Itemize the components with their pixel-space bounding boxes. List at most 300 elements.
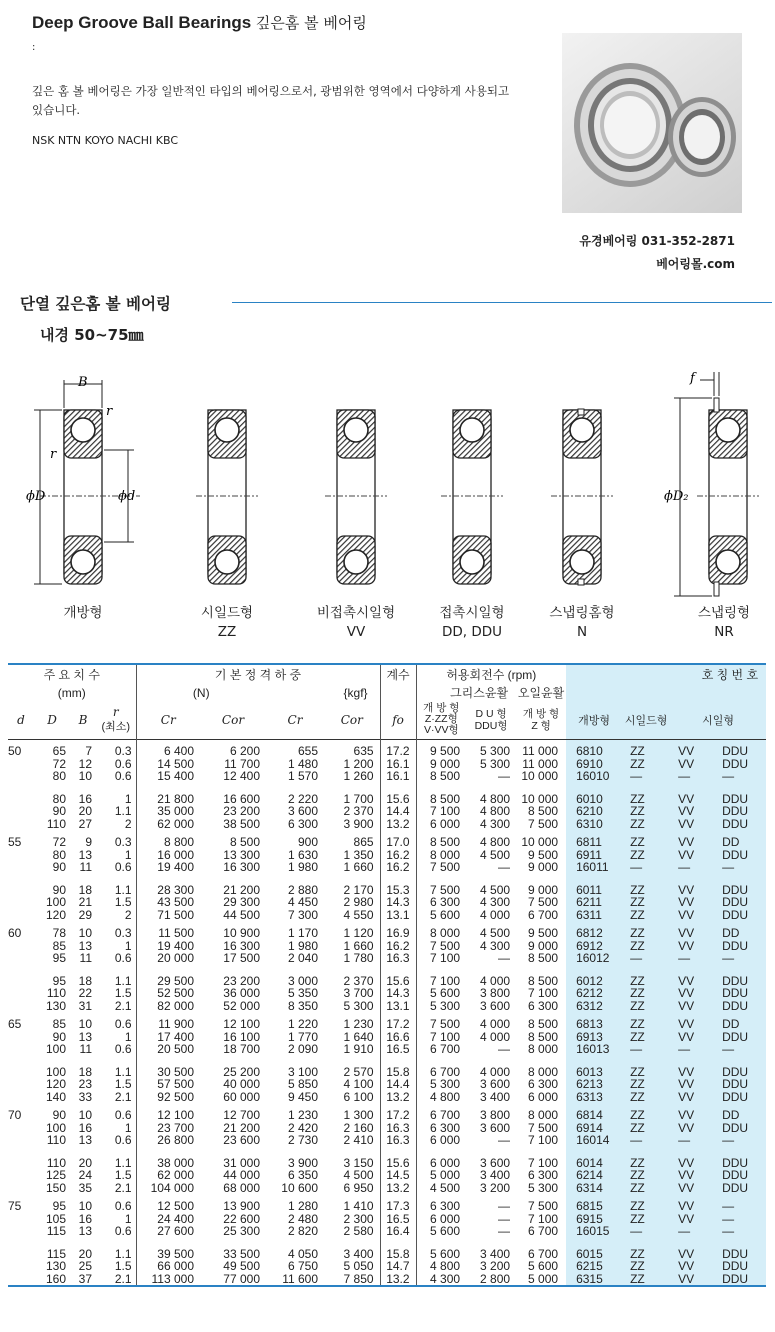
cell-cor-kgf: 3 900 (324, 818, 380, 831)
cell-cor-n: 40 000 (223, 1077, 260, 1091)
contact-info (579, 230, 735, 276)
cell-speed-grease-du: 3 400 (480, 1168, 511, 1182)
cell-code-shield: ZZ (622, 1122, 670, 1135)
cell-B: 10 (78, 926, 92, 940)
cell-code-shield: — (622, 1043, 670, 1056)
table-row (8, 921, 766, 940)
cell-speed-grease-open: 8 500 (430, 769, 461, 783)
cell-cr-n: 113 000 (151, 1271, 194, 1286)
cell-speed-oil: 8 000 (528, 1108, 559, 1122)
cell-code-shield: ZZ (622, 1056, 670, 1079)
hdr-r: r (112, 705, 119, 720)
label-r-top: r (106, 404, 113, 419)
cell-B: 31 (78, 998, 92, 1013)
cell-d (8, 1182, 34, 1195)
cell-cor-n: 25 200 (223, 1064, 260, 1079)
label-d: ϕd (118, 489, 136, 504)
cell-speed-grease-open: 8 000 (430, 847, 461, 862)
cell-code-seal-dd: DDU (714, 1000, 766, 1013)
label-D2: ϕD₂ (664, 489, 689, 504)
cell-d (8, 1031, 34, 1044)
cell-D: 130 (45, 998, 66, 1013)
cell-d (8, 1169, 34, 1182)
cell-cor-n: 60 000 (223, 1089, 260, 1104)
cell-D: 100 (45, 1064, 66, 1079)
hdr-grease-du: D U 형 DDU형 (474, 707, 508, 732)
cell-speed-grease-du: 3 400 (480, 1246, 511, 1261)
table-row (8, 861, 766, 874)
cell-r: 0.6 (96, 770, 136, 783)
cell-cr-kgf: 3 100 (287, 1064, 318, 1079)
cell-cr-n: 62 000 (157, 1168, 194, 1182)
cell-cor-n: 22 600 (223, 1211, 260, 1226)
cell-r: 1.5 (96, 1260, 136, 1273)
cell-cor-kgf: 1 780 (324, 952, 380, 965)
cell-r: 0.3 (96, 921, 136, 940)
cell-code-seal-dd: DDU (714, 1260, 766, 1273)
cell-D: 78 (52, 926, 66, 940)
cell-speed-oil: 7 500 (528, 1199, 559, 1213)
cell-code-open: 6314 (566, 1182, 622, 1195)
cell-cor-kgf: 1 230 (324, 1012, 380, 1031)
cell-speed-oil: 11 000 (522, 744, 559, 758)
cell-code-seal-dd: DDU (714, 1056, 766, 1079)
cell-fo: 15.8 (380, 1238, 416, 1261)
cell-cor-n: 16 300 (223, 860, 260, 874)
cell-cr-kgf: 1 980 (287, 860, 318, 874)
cell-r: 1.1 (96, 1056, 136, 1079)
cell-cor-n: 6 200 (229, 744, 260, 758)
cell-d (8, 1134, 34, 1147)
cell-cr-kgf: 4 450 (287, 895, 318, 909)
cell-speed-oil: 7 500 (528, 1120, 559, 1135)
cell-fo: 15.6 (380, 783, 416, 806)
cell-cor-kgf: 1 200 (324, 758, 380, 771)
hdr-B: B (78, 712, 88, 727)
cell-code-shield: — (622, 770, 670, 783)
hdr-cr: Cr (160, 712, 176, 727)
cell-cor-n: 29 300 (223, 895, 260, 909)
cell-code-seal-vv: VV (670, 1122, 714, 1135)
cell-speed-grease-open: 5 600 (430, 986, 461, 1000)
cell-cr-n: 21 800 (157, 791, 194, 806)
cell-code-open: 16010 (566, 770, 622, 783)
cell-code-seal-dd: DDU (714, 849, 766, 862)
cell-cr-n: 43 500 (157, 895, 194, 909)
cell-d (8, 1213, 34, 1226)
cell-cor-n: 13 300 (223, 847, 260, 862)
cell-code-shield: ZZ (622, 818, 670, 831)
cell-cor-n: 21 200 (223, 1120, 260, 1135)
cell-code-open: 16013 (566, 1043, 622, 1056)
cell-B: 18 (78, 882, 92, 897)
cell-code-open: 6312 (566, 1000, 622, 1013)
cell-B: 11 (79, 951, 92, 965)
cell-D: 65 (52, 744, 66, 758)
cell-cr-kgf: 6 300 (287, 816, 318, 831)
brand-list: NSK NTN KOYO NACHI KBC (32, 134, 179, 147)
cell-fo: 17.2 (380, 1103, 416, 1122)
cell-d (8, 874, 34, 897)
cell-fo: 13.2 (380, 1091, 416, 1104)
cell-fo: 16.1 (380, 758, 416, 771)
cell-d (8, 952, 34, 965)
hdr-speed: 허용회전수 (rpm) (446, 668, 537, 682)
cell-code-seal-vv: — (670, 1225, 714, 1238)
hdr-main-dims: 주 요 치 수 (8, 664, 136, 684)
cell-speed-grease-du: 4 000 (480, 1017, 511, 1031)
cell-speed-grease-open: 7 500 (430, 860, 461, 874)
cell-cr-kgf: 655 (297, 744, 318, 758)
cell-speed-oil: 6 300 (528, 998, 559, 1013)
cell-d (8, 805, 34, 818)
cell-speed-grease-open: 7 500 (430, 938, 461, 953)
cell-cor-n: 77 000 (223, 1271, 260, 1286)
cell-cor-n: 44 000 (223, 1168, 260, 1182)
cell-code-seal-dd: DDU (714, 739, 766, 758)
cell-speed-oil: 8 500 (528, 1017, 559, 1031)
cell-speed-grease-open: 6 700 (430, 1042, 461, 1056)
cell-d (8, 1238, 34, 1261)
table-row (8, 1078, 766, 1091)
hdr-oil-open: 개 방 형 Z 형 (522, 707, 560, 732)
cell-B: 13 (78, 1224, 92, 1238)
cell-code-open: 6211 (566, 896, 622, 909)
cell-cr-kgf: 3 600 (287, 804, 318, 818)
hdr-d: d (17, 712, 25, 727)
table-row (8, 1169, 766, 1182)
cell-speed-grease-du: 3 400 (480, 1089, 511, 1104)
cell-B: 16 (78, 791, 92, 806)
cell-B: 16 (78, 1211, 92, 1226)
cell-speed-oil: 10 000 (521, 769, 559, 783)
cell-code-open: 6813 (566, 1012, 622, 1031)
cell-code-seal-vv: VV (670, 874, 714, 897)
cell-cr-kgf: 1 220 (287, 1017, 318, 1031)
cell-d: 50 (8, 744, 22, 758)
cell-code-seal-vv: — (670, 1134, 714, 1147)
cell-code-open: 6310 (566, 818, 622, 831)
website-label: 베어링몰.com (656, 257, 735, 271)
cell-d: 65 (8, 1017, 22, 1031)
table-row (8, 783, 766, 806)
cell-speed-grease-du: — (498, 1224, 511, 1238)
cell-cr-n: 20 000 (157, 951, 194, 965)
cell-cor-n: 33 500 (223, 1246, 260, 1261)
hdr-open: 개방형 (566, 701, 622, 739)
cell-code-seal-dd: DDU (714, 1182, 766, 1195)
diagram-label-n: 스냅링홈형 N (549, 605, 615, 640)
cell-cor-n: 21 200 (223, 882, 260, 897)
cell-code-seal-dd: — (714, 1134, 766, 1147)
cell-code-open: 6012 (566, 965, 622, 988)
cell-B: 33 (78, 1089, 92, 1104)
cell-speed-grease-du: — (498, 769, 511, 783)
cell-cor-n: 10 900 (223, 926, 260, 940)
cell-speed-oil: 8 500 (528, 973, 559, 988)
cell-cr-kgf: 1 570 (287, 769, 318, 783)
cell-B: 10 (78, 1108, 92, 1122)
table-row (8, 1182, 766, 1195)
cell-cr-n: 14 500 (157, 756, 194, 771)
cell-r: 2.1 (96, 1273, 136, 1287)
cell-cor-kgf: 6 950 (324, 1182, 380, 1195)
cell-r: 1 (96, 1122, 136, 1135)
cell-code-seal-vv: VV (670, 758, 714, 771)
cell-speed-grease-open: 6 300 (430, 1199, 461, 1213)
cell-code-open: 6910 (566, 758, 622, 771)
cell-code-shield: ZZ (622, 1012, 670, 1031)
cell-code-seal-vv: VV (670, 783, 714, 806)
cell-code-seal-dd: DDU (714, 987, 766, 1000)
cell-cr-n: 29 500 (157, 973, 194, 988)
table-row (8, 987, 766, 1000)
cell-cr-n: 92 500 (157, 1089, 194, 1104)
cell-cor-kgf: 1 410 (324, 1194, 380, 1213)
cell-cr-kgf: 6 350 (287, 1168, 318, 1182)
cell-speed-grease-du: 5 300 (480, 756, 511, 771)
cell-D: 120 (45, 907, 66, 922)
cell-cor-kgf: 2 570 (324, 1056, 380, 1079)
cell-cr-kgf: 1 770 (287, 1029, 318, 1044)
cell-speed-oil: 6 300 (528, 1077, 559, 1091)
cell-B: 10 (78, 1017, 92, 1031)
hdr-fo: fo (380, 701, 416, 739)
cell-cr-kgf: 2 730 (287, 1133, 318, 1147)
cell-D: 80 (52, 847, 66, 862)
cell-cr-n: 11 900 (158, 1017, 194, 1031)
cell-code-seal-vv: VV (670, 1031, 714, 1044)
cell-d (8, 1091, 34, 1104)
cell-cor-kgf: 4 550 (324, 909, 380, 922)
cell-d (8, 896, 34, 909)
hdr-cr-kgf: Cr (287, 712, 303, 727)
spec-table (8, 663, 766, 1287)
hdr-load: 기 본 정 격 하 중 (136, 664, 380, 684)
cell-cr-kgf: 1 480 (287, 756, 318, 771)
cell-r: 1 (96, 849, 136, 862)
cell-speed-oil: 9 000 (528, 860, 559, 874)
cell-cor-kgf: 7 850 (324, 1273, 380, 1287)
cell-d (8, 965, 34, 988)
cell-code-seal-vv: VV (670, 940, 714, 953)
cell-B: 11 (79, 1042, 92, 1056)
cell-speed-oil: 7 100 (528, 986, 559, 1000)
bearing-photo (562, 33, 742, 213)
cell-speed-grease-open: 8 500 (430, 791, 461, 806)
cell-cor-kgf: 1 260 (324, 770, 380, 783)
cell-fo: 17.0 (380, 830, 416, 849)
cell-B: 25 (78, 1259, 92, 1273)
cell-cor-n: 44 500 (223, 907, 260, 922)
cell-speed-grease-open: 6 000 (430, 1155, 461, 1170)
cell-code-seal-dd: — (714, 1043, 766, 1056)
cell-cor-n: 11 700 (224, 756, 260, 771)
cell-speed-grease-open: 5 600 (430, 1246, 461, 1261)
cell-r: 0.6 (96, 861, 136, 874)
cell-code-seal-dd: DDU (714, 818, 766, 831)
cell-B: 13 (78, 1029, 92, 1044)
cell-D: 80 (52, 769, 66, 783)
cell-code-open: 6911 (566, 849, 622, 862)
cell-cr-n: 12 100 (157, 1108, 194, 1122)
cell-code-seal-dd: DDU (714, 874, 766, 897)
cell-cr-kgf: 11 600 (282, 1271, 318, 1286)
cell-cor-kgf: 1 640 (324, 1031, 380, 1044)
cell-speed-grease-open: 4 300 (430, 1271, 461, 1286)
cell-speed-grease-open: 5 300 (430, 998, 461, 1013)
cell-speed-grease-open: 6 300 (430, 895, 461, 909)
cell-D: 125 (45, 1168, 66, 1182)
cell-cor-kgf: 3 700 (324, 987, 380, 1000)
cell-code-seal-vv: VV (670, 987, 714, 1000)
cell-cor-kgf: 1 910 (324, 1043, 380, 1056)
hdr-coef: 계수 (380, 664, 416, 684)
cell-fo: 16.5 (380, 1213, 416, 1226)
cell-code-seal-vv: — (670, 861, 714, 874)
cell-D: 150 (45, 1180, 66, 1195)
cell-cor-kgf: 2 370 (324, 805, 380, 818)
cell-cr-kgf: 5 350 (287, 986, 318, 1000)
cell-D: 90 (52, 1029, 66, 1044)
table-row (8, 1103, 766, 1122)
cell-speed-grease-du: 4 300 (480, 895, 511, 909)
cell-D: 110 (46, 986, 66, 1000)
cell-r: 0.6 (96, 1194, 136, 1213)
cell-d (8, 940, 34, 953)
cell-d (8, 770, 34, 783)
table-row (8, 1225, 766, 1238)
cell-d (8, 987, 34, 1000)
cell-cr-n: 17 400 (157, 1029, 194, 1044)
cell-speed-grease-open: 5 300 (430, 1077, 461, 1091)
cell-fo: 16.2 (380, 940, 416, 953)
cell-code-seal-vv: VV (670, 818, 714, 831)
cell-code-open: 6915 (566, 1213, 622, 1226)
cell-r: 1.1 (96, 805, 136, 818)
cell-cr-kgf: 5 850 (287, 1077, 318, 1091)
cell-cr-n: 23 700 (157, 1120, 194, 1135)
cell-cor-n: 25 300 (223, 1224, 260, 1238)
cell-r: 2.1 (96, 1182, 136, 1195)
cell-speed-grease-du: 4 500 (480, 847, 511, 862)
cell-code-open: 6812 (566, 921, 622, 940)
diagram-label-nr: 스냅링형 NR (697, 605, 751, 640)
cell-d (8, 1056, 34, 1079)
cell-speed-oil: 7 100 (528, 1211, 559, 1226)
cell-cr-n: 82 000 (157, 998, 194, 1013)
table-row (8, 805, 766, 818)
cell-cor-n: 13 900 (223, 1199, 260, 1213)
cell-r: 1.1 (96, 874, 136, 897)
cell-cr-kgf: 8 350 (287, 998, 318, 1013)
cell-cr-n: 24 400 (157, 1211, 194, 1226)
cell-fo: 13.2 (380, 818, 416, 831)
cell-speed-grease-open: 8 000 (430, 926, 461, 940)
cell-cr-kgf: 1 280 (287, 1199, 318, 1213)
cell-code-open: 6011 (566, 874, 622, 897)
cell-cor-kgf: 3 400 (324, 1238, 380, 1261)
cell-speed-grease-du: 3 200 (480, 1180, 511, 1195)
cell-B: 11 (79, 860, 92, 874)
cell-B: 18 (78, 1064, 92, 1079)
cell-code-shield: ZZ (622, 1194, 670, 1213)
cell-code-open: 16011 (566, 861, 622, 874)
cell-code-shield: ZZ (622, 849, 670, 862)
section-divider (232, 302, 772, 303)
cell-B: 13 (78, 938, 92, 953)
cell-B: 20 (78, 1246, 92, 1261)
cell-cor-kgf: 1 660 (324, 940, 380, 953)
cell-fo: 14.5 (380, 1169, 416, 1182)
cell-speed-grease-du: 3 600 (480, 1120, 511, 1135)
cell-cor-n: 23 200 (223, 804, 260, 818)
cell-speed-grease-du: — (498, 1199, 511, 1213)
table-row (8, 874, 766, 897)
cell-cr-n: 39 500 (157, 1246, 194, 1261)
cell-code-open: 16012 (566, 952, 622, 965)
cell-speed-grease-du: 4 800 (480, 791, 511, 806)
cell-D: 110 (46, 816, 66, 831)
cell-fo: 16.1 (380, 770, 416, 783)
table-row (8, 1260, 766, 1273)
cell-code-shield: ZZ (622, 1213, 670, 1226)
cell-code-seal-dd: DDU (714, 1091, 766, 1104)
cell-fo: 16.2 (380, 861, 416, 874)
cell-speed-oil: 6 300 (528, 1168, 559, 1182)
cell-code-seal-dd: DDU (714, 805, 766, 818)
cell-speed-grease-du: 4 000 (480, 973, 511, 988)
table-row (8, 896, 766, 909)
cell-D: 85 (52, 1017, 66, 1031)
cell-speed-oil: 6 700 (528, 1224, 559, 1238)
cell-code-seal-vv: — (670, 952, 714, 965)
cell-speed-grease-du: 3 800 (480, 986, 511, 1000)
cell-speed-oil: 10 000 (521, 791, 559, 806)
title-ko: 깊은홈 볼 베어링 (255, 14, 367, 32)
table-row (8, 1091, 766, 1104)
cell-r: 2.1 (96, 1000, 136, 1013)
cell-d (8, 1260, 34, 1273)
cell-cor-n: 12 400 (223, 769, 260, 783)
cell-code-seal-vv: VV (670, 1238, 714, 1261)
cell-D: 110 (46, 1155, 66, 1170)
cell-D: 105 (45, 1211, 66, 1226)
cell-d: 70 (8, 1108, 22, 1122)
cell-speed-grease-du: 5 300 (480, 744, 511, 758)
cell-cor-kgf: 2 160 (324, 1122, 380, 1135)
cell-speed-grease-open: 5 600 (430, 1224, 461, 1238)
cell-cor-kgf: 2 170 (324, 874, 380, 897)
cell-D: 100 (45, 1042, 66, 1056)
cell-cr-n: 28 300 (157, 882, 194, 897)
cell-r: 1 (96, 940, 136, 953)
cell-cr-n: 8 800 (163, 835, 194, 849)
cell-code-shield: ZZ (622, 940, 670, 953)
cell-speed-grease-du: 3 600 (480, 998, 511, 1013)
table-row (8, 770, 766, 783)
cell-code-seal-dd: DD (714, 1012, 766, 1031)
cell-r: 2 (96, 909, 136, 922)
cell-cr-kgf: 2 820 (287, 1224, 318, 1238)
cell-cr-kgf: 3 900 (287, 1155, 318, 1170)
hdr-unit-kgf: {kgf} (266, 684, 380, 701)
cell-r: 0.6 (96, 1012, 136, 1031)
cell-speed-grease-open: 5 600 (430, 907, 461, 922)
cell-speed-grease-du: 4 800 (480, 804, 511, 818)
cell-D: 130 (45, 1259, 66, 1273)
cell-code-open: 6810 (566, 739, 622, 758)
